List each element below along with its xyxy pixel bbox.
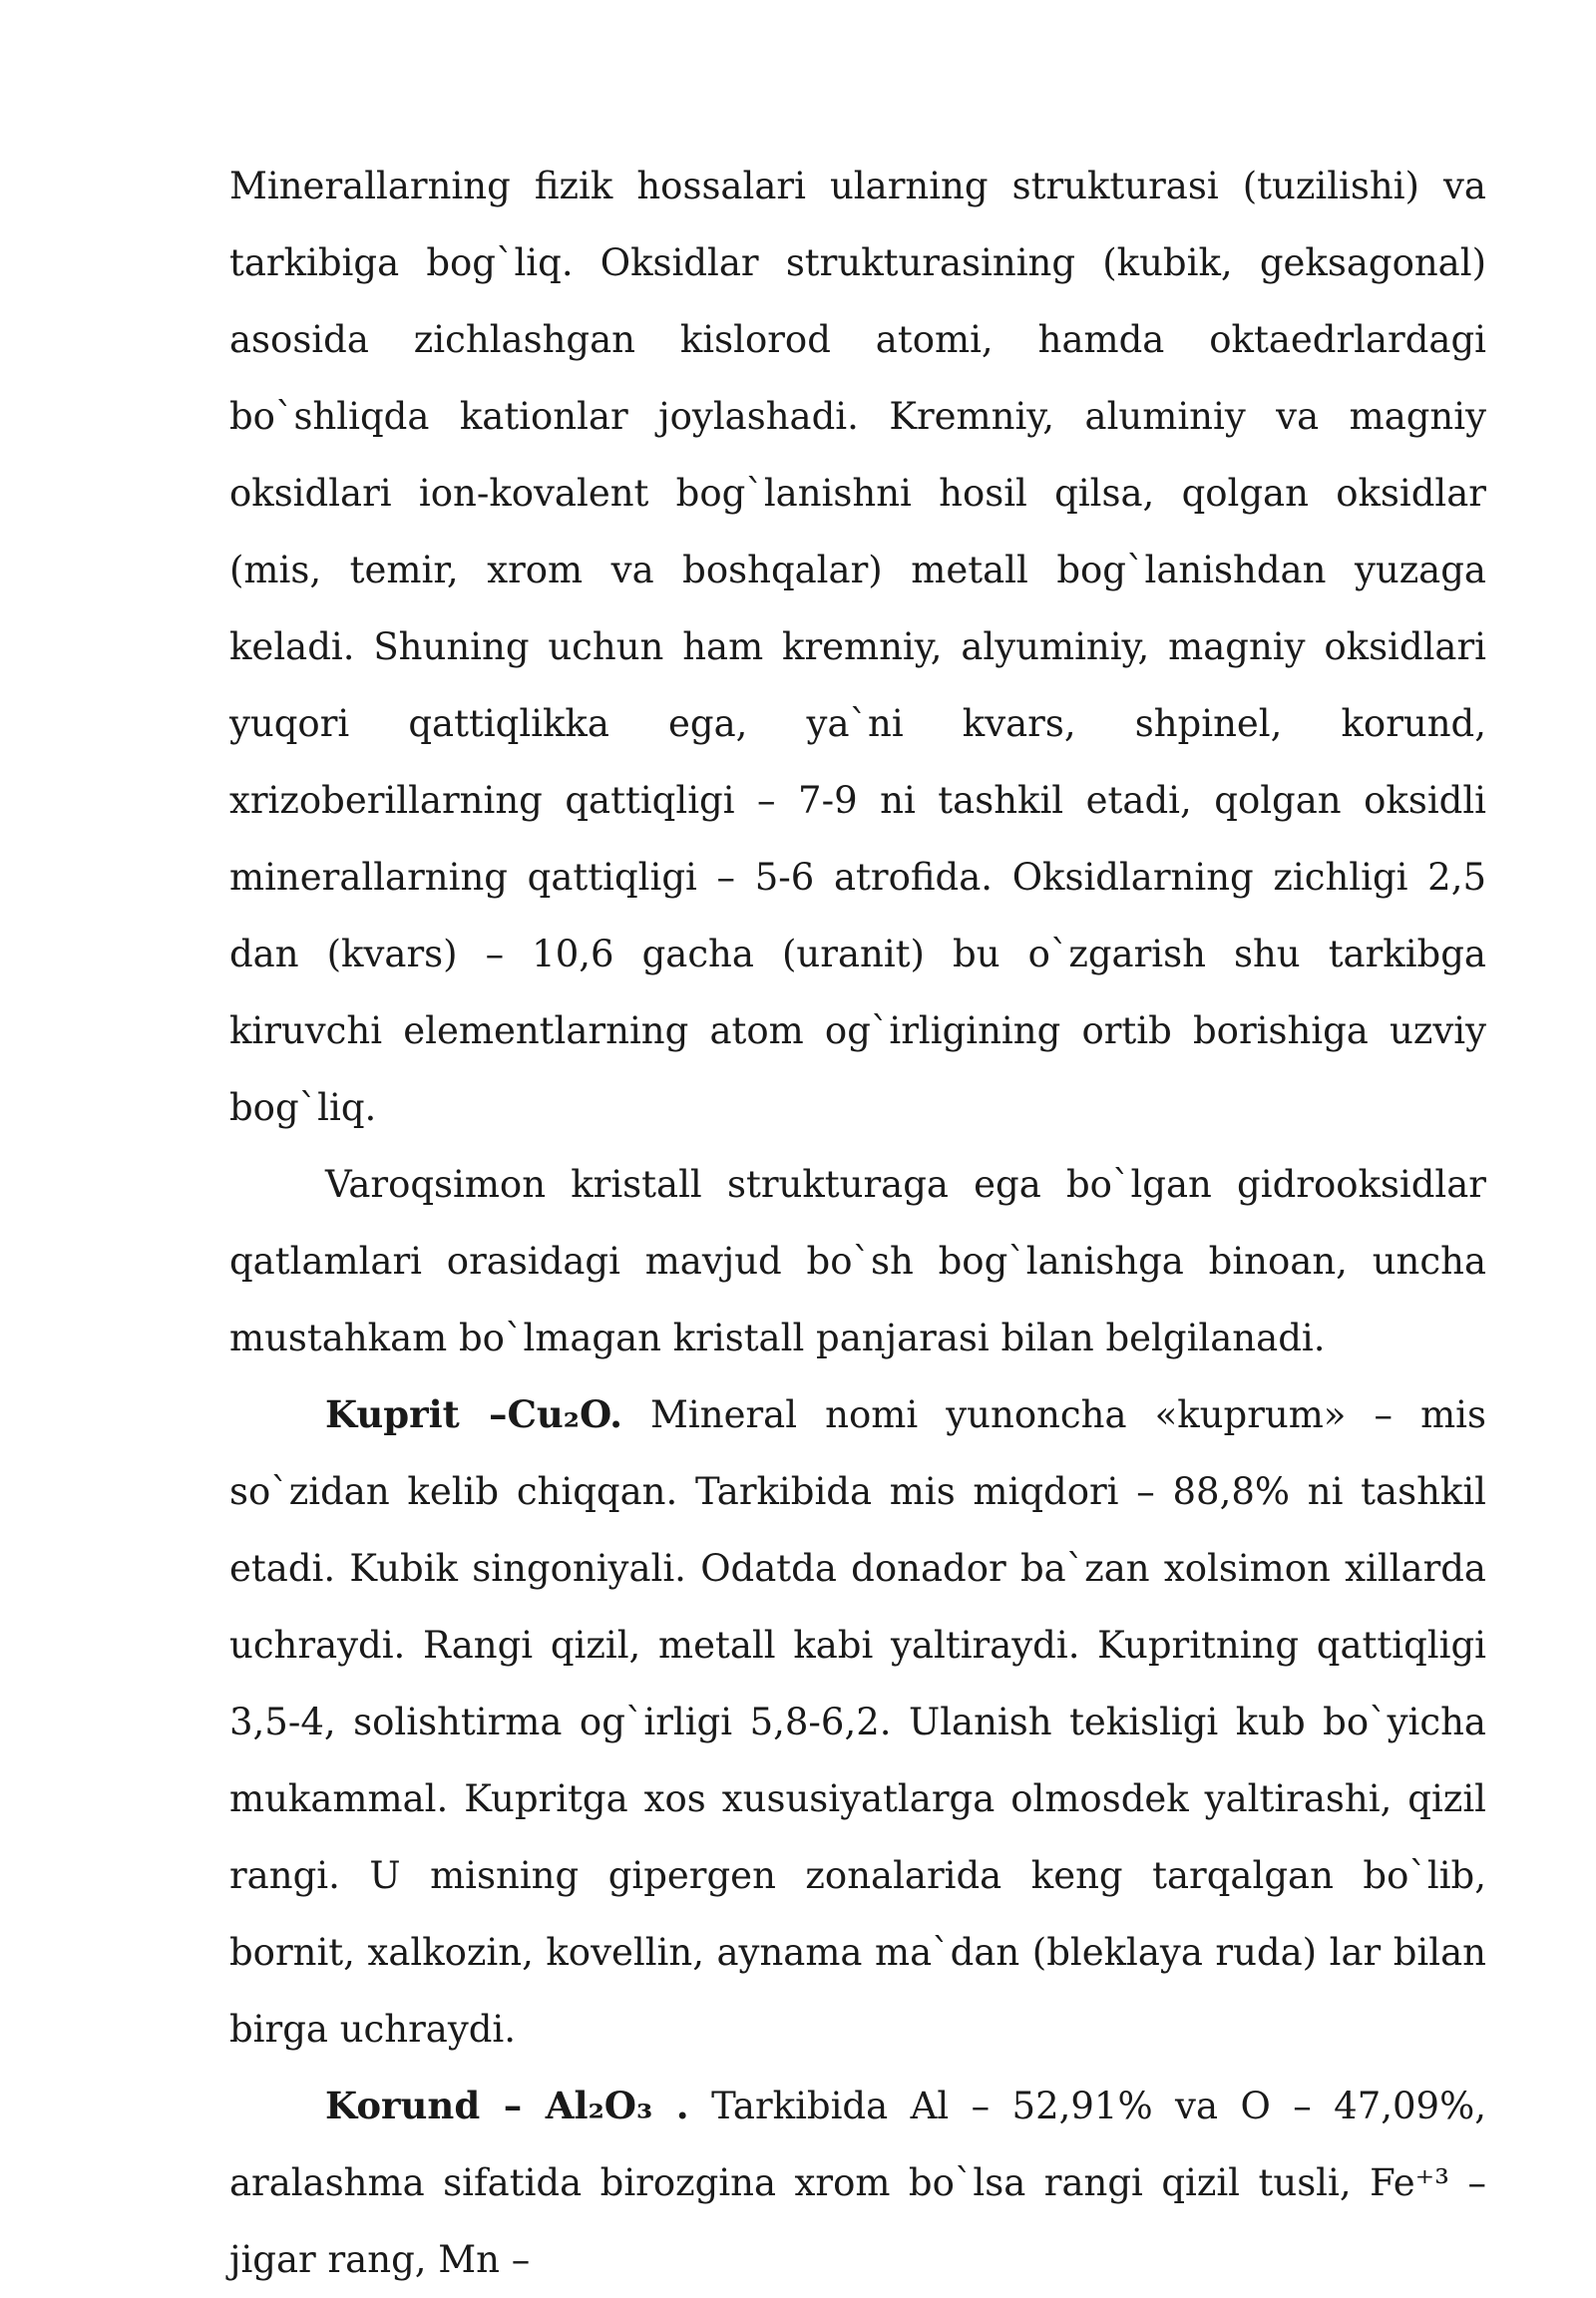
mineral-heading-corundum: Korund – Al₂O₃ . — [325, 2084, 689, 2127]
paragraph-text: Varoqsimon kristall strukturaga ega bo`lgan gidrooksidlar qatlamlari orasidagi mavjud bo`sh bog`lanishga binoan, uncha mustahkam bo`lmagan kristall panjarasi bilan belgilanadi. — [229, 1163, 1486, 1359]
paragraph-cuprite — [229, 1376, 1486, 2068]
paragraph-text: Mineral nomi yunoncha «kuprum» – mis so`zidan kelib chiqqan. Tarkibida mis miqdori – 88,8% ni tashkil etadi. Kubik singoniyali. Odatda donador ba`zan xolsimon xillarda uchraydi. Rangi qizil, metall kabi yaltiraydi. Kupritning qattiqligi 3,5-4, solishtirma og`irligi 5,8-6,2. Ulanish tekisligi kub bo`yicha mukammal. Kupritga xos xususiyatlarga olmosdek yaltirashi, qizil rangi. U misning gipergen zonalarida keng tarqalgan bo`lib, bornit, xalkozin, kovellin, aynama ma`dan (bleklaya ruda) lar bilan birga uchraydi. — [229, 1393, 1486, 2051]
paragraph-text: Tarkibida Al – 52,91% va O – 47,09%, aralashma sifatida birozgina xrom bo`lsa rangi qizil tusli, Fe⁺³ – jigar rang, Mn – — [229, 2085, 1486, 2281]
mineral-heading-cuprite: Kuprit –Cu₂O. — [325, 1392, 622, 1436]
paragraph-text: Minerallarning fizik hossalari ularning strukturasi (tuzilishi) va tarkibiga bog`liq. Oksidlar strukturasining (kubik, geksagonal) asosida zichlashgan kislorod atomi, hamda oktaedrlardagi bo`shliqda kationlar joylashadi. Kremniy, aluminiy va magniy oksidlari ion-kovalent bog`lanishni hosil qilsa, qolgan oksidlar (mis, temir, xrom va boshqalar) metall bog`lanishdan yuzaga keladi. Shuning uchun ham kremniy, alyuminiy, magniy oksidlari yuqori qattiqlikka ega, ya`ni kvars, shpinel, korund, xrizoberillarning qattiqligi – 7-9 ni tashkil etadi, qolgan oksidli minerallarning qattiqligi – 5-6 atrofida. Oksidlarning zichligi 2,5 dan (kvars) – 10,6 gacha (uranit) bu o`zgarish shu tarkibga kiruvchi elementlarning atom og`irligining ortib borishiga uzviy bog`liq. — [229, 165, 1486, 1129]
paragraph-hydroxides — [229, 1146, 1486, 1376]
document-body — [229, 148, 1486, 2298]
paragraph-oxides-properties — [229, 148, 1486, 1146]
paragraph-corundum — [229, 2068, 1486, 2298]
